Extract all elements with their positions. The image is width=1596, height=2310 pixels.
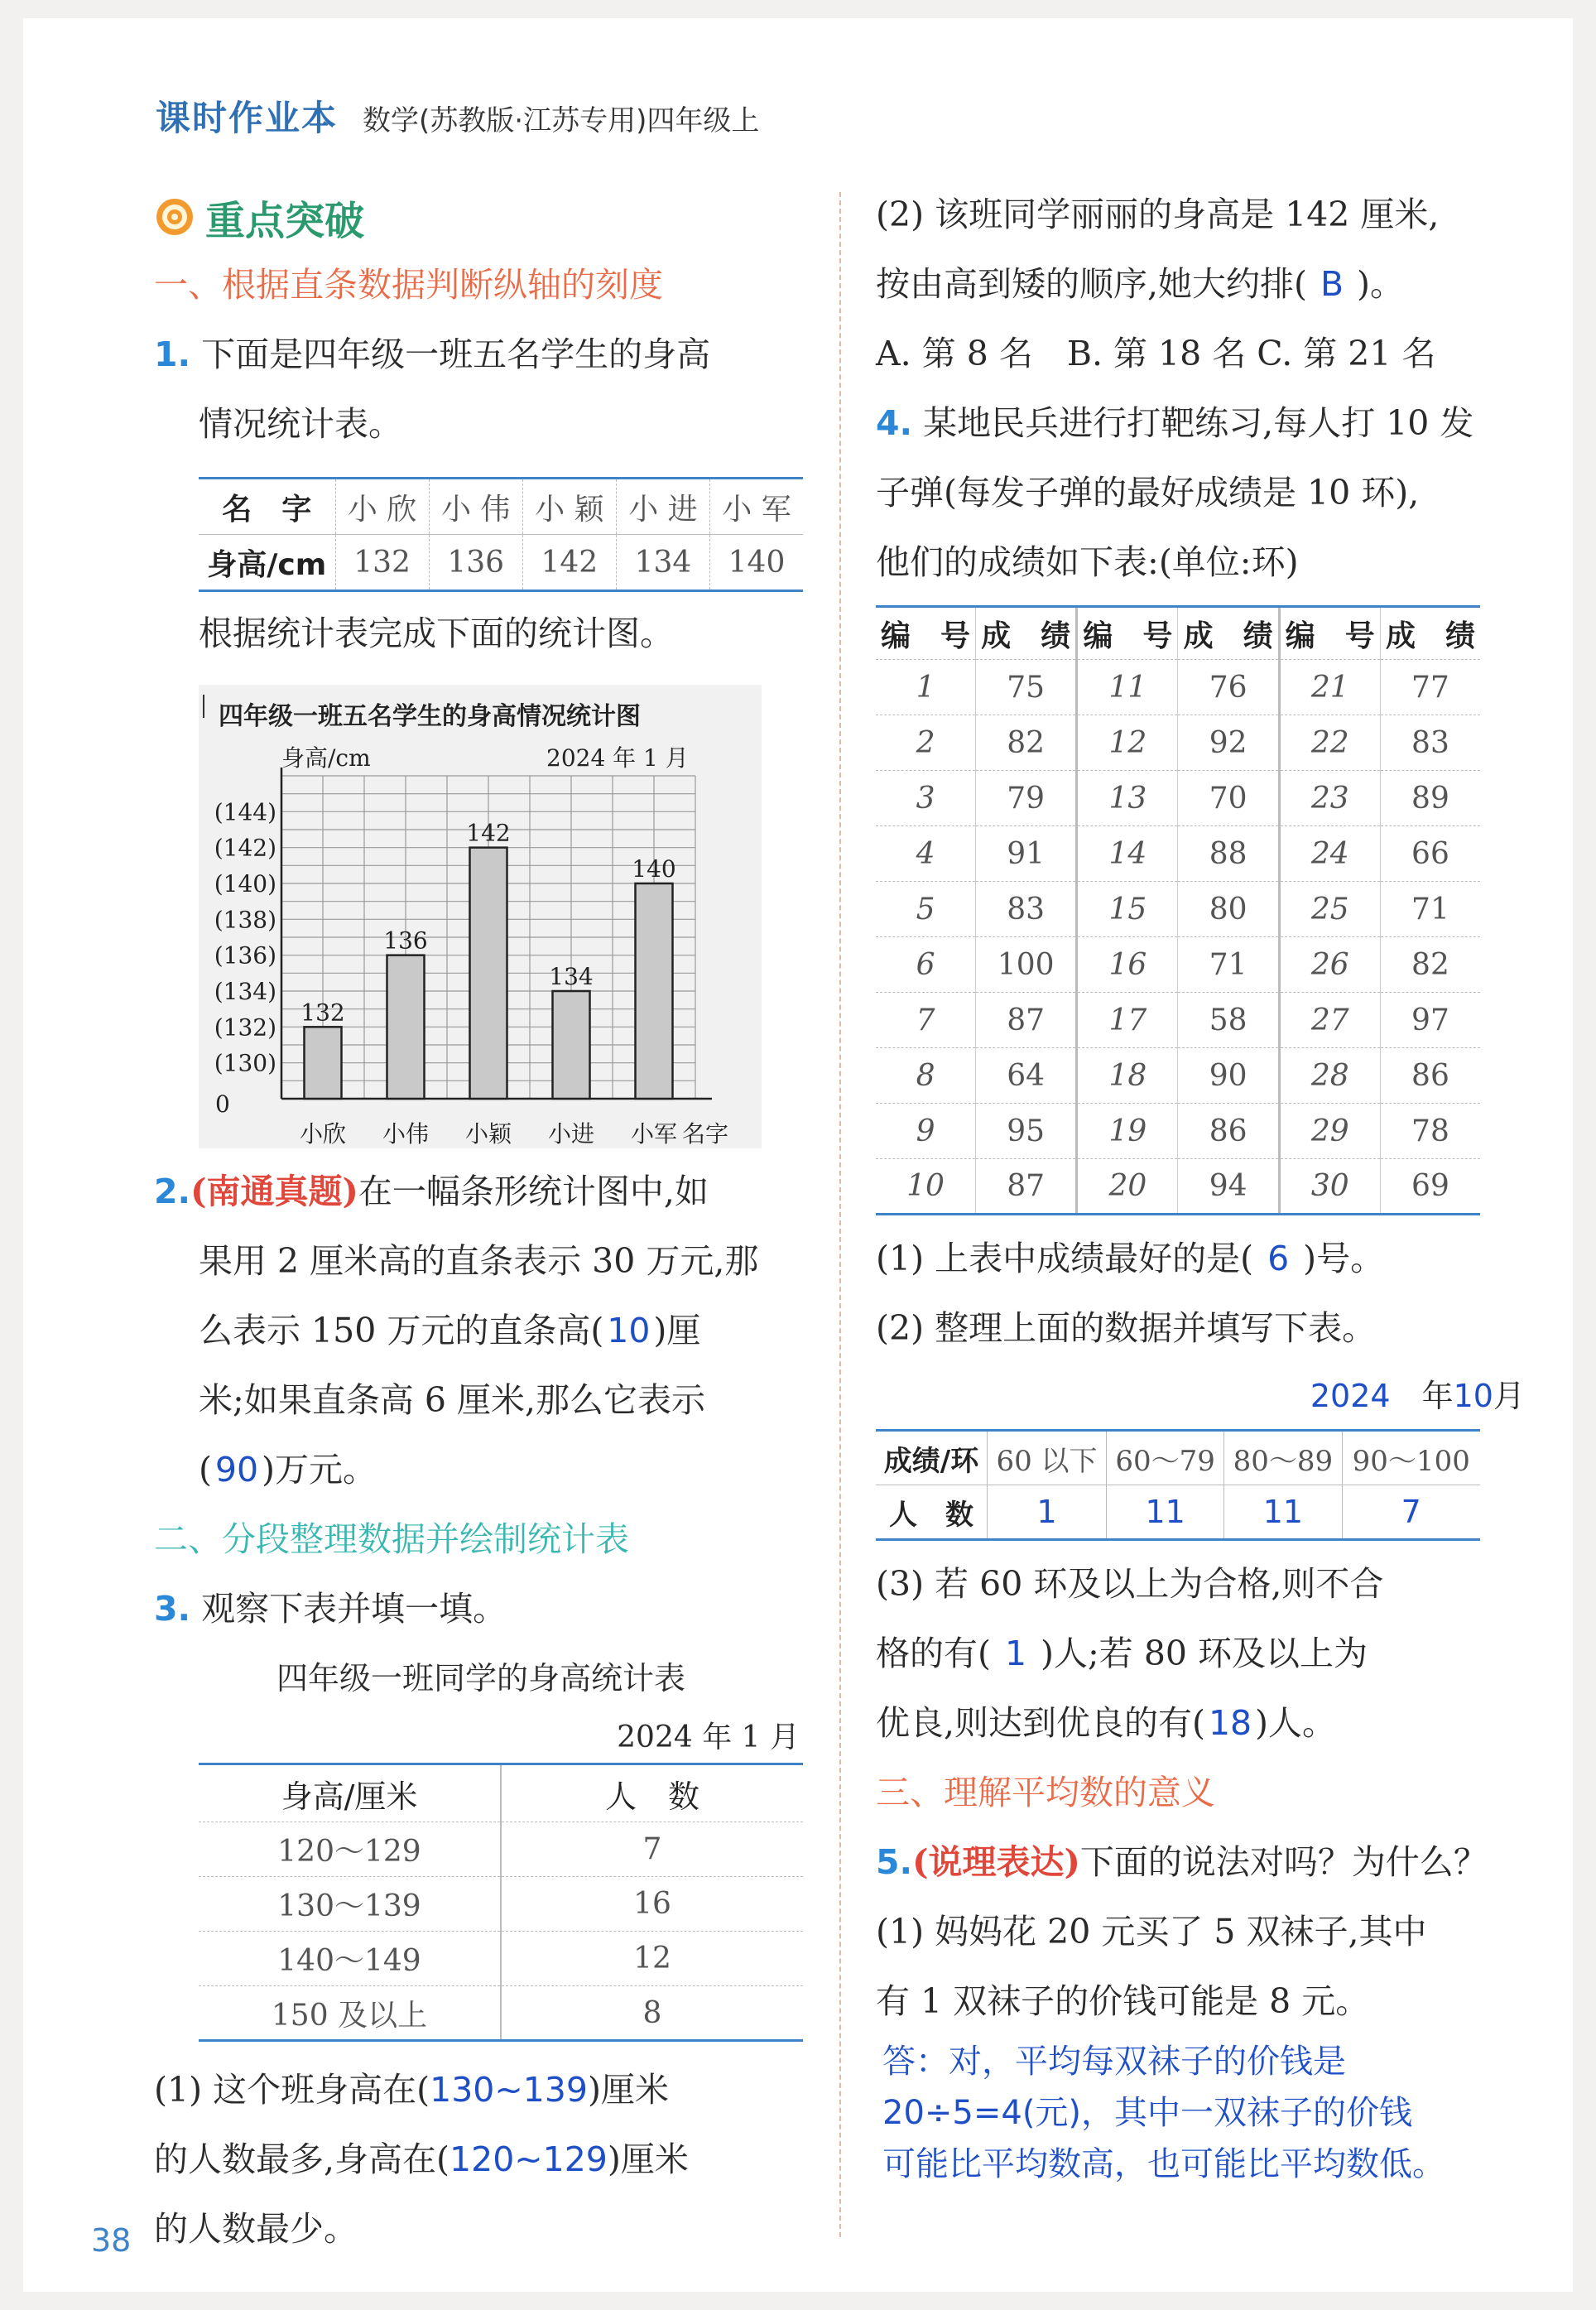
chart-xlabel: 名字 [682, 1120, 729, 1148]
q4-cell: 66 [1380, 826, 1480, 882]
q1-text1: 下面是四年级一班五名学生的身高 [201, 334, 711, 374]
q1-height-cell: 132 [335, 535, 429, 591]
q5-l1: 下面的说法对吗？为什么？ [1079, 1842, 1488, 1882]
chart-title: 四年级一班五名学生的身高情况统计图 [219, 702, 641, 731]
q3-p2-answer: B [1320, 264, 1344, 304]
page-number: 38 [91, 2222, 132, 2259]
chart-date: 2024 年 1 月 [546, 744, 689, 772]
q4-cell: 8 [876, 1048, 976, 1104]
q4-header-cell: 成 绩 [976, 607, 1077, 660]
q5-answer-line1: 答：对，平均每双袜子的价钱是 [882, 2043, 1346, 2081]
q4-cell: 90 [1178, 1048, 1279, 1104]
section-heading-1: 一、根据直条数据判断纵轴的刻度 [154, 265, 663, 305]
q4-cell: 100 [976, 937, 1077, 993]
q3-p1e: 的人数最少。 [154, 2209, 358, 2249]
q1-after-text: 根据统计表完成下面的统计图。 [199, 614, 674, 653]
chart-data-label: 136 [383, 926, 428, 955]
table-row [876, 993, 1480, 1048]
q1-text2: 情况统计表。 [199, 404, 402, 444]
table-row [876, 937, 1480, 993]
table-row [199, 1986, 803, 2041]
q1-number: 1. [154, 334, 191, 374]
table-row [876, 882, 1480, 937]
section-heading-3: 三、理解平均数的意义 [876, 1773, 1215, 1812]
q3-cell: 12 [501, 1932, 803, 1986]
q4-cell: 23 [1279, 771, 1380, 826]
q4-p1-line [876, 1224, 1530, 1293]
chart-data-label: 132 [300, 999, 345, 1027]
q4-l1: 某地民兵进行打靶练习,每人打 10 发 [923, 403, 1474, 443]
y-tick-label: (134) [214, 978, 276, 1005]
q5-tag: (说理表达) [912, 1842, 1080, 1882]
q4-cell: 13 [1077, 771, 1178, 826]
q3-p1b: )厘米 [587, 2070, 669, 2110]
table-row [876, 1104, 1480, 1159]
table-row [876, 1048, 1480, 1104]
x-tick-label: 小欣 [299, 1120, 347, 1148]
q4-p3b: 格的有( [876, 1634, 991, 1673]
q3-table-caption: 四年级一班同学的身高统计表 [276, 1660, 685, 1696]
q4-summary-value: 7 [1342, 1485, 1480, 1540]
q4-summary-row-label: 人 数 [876, 1485, 988, 1540]
target-icon [154, 196, 195, 238]
q4-date-year-unit: 年 [1421, 1378, 1454, 1414]
page [23, 18, 1573, 2292]
x-tick-label: 小军 [630, 1120, 678, 1148]
chart-data-label: 134 [549, 963, 594, 990]
q3-p1-answer2: 120~129 [449, 2139, 608, 2179]
x-tick-label: 小进 [547, 1120, 595, 1148]
q4-header-cell: 成 绩 [1380, 607, 1480, 660]
q3-number: 3. [154, 1589, 191, 1629]
table-row [876, 1159, 1480, 1215]
table-row [199, 1932, 803, 1986]
q4-cell: 9 [876, 1104, 976, 1159]
q5-line1 [876, 1827, 1530, 1897]
q4-p3d: 优良,则达到优良的有( [876, 1703, 1206, 1743]
q3-p1c: 的人数最多,身高在( [154, 2139, 450, 2179]
table-row [876, 715, 1480, 771]
q4-cell: 70 [1178, 771, 1279, 826]
chart-bar [553, 991, 590, 1099]
x-tick-label: 小颖 [464, 1120, 512, 1148]
bar-chart-svg [199, 685, 762, 1148]
y-tick-label: (142) [214, 834, 276, 862]
q3-intro-line [154, 1574, 808, 1643]
q3-table [199, 1763, 803, 2042]
q3-p1-line2 [154, 2125, 808, 2194]
table-row [876, 826, 1480, 882]
q2-l3a: 么表示 150 万元的直条高( [199, 1311, 604, 1350]
chart-ylabel: 身高/cm [281, 744, 371, 772]
q4-cell: 7 [876, 993, 976, 1048]
q5-answer-line3: 可能比平均数高，也可能比平均数低。 [882, 2145, 1445, 2183]
q4-summary-table [876, 1429, 1480, 1541]
q2-tag: (南通真题) [190, 1172, 358, 1211]
q3-cell: 140～149 [199, 1932, 501, 1986]
q2-l3b: )厘 [653, 1311, 701, 1350]
q3-cell: 8 [501, 1986, 803, 2041]
q4-cell: 83 [1380, 715, 1480, 771]
q4-header-cell: 编 号 [1279, 607, 1380, 660]
book-subtitle: 数学(苏教版·江苏专用)四年级上 [363, 104, 760, 137]
q4-p3-line2 [876, 1619, 1530, 1688]
q4-cell: 91 [976, 826, 1077, 882]
q4-table2-date [876, 1363, 1530, 1429]
q1-height-cell: 136 [429, 535, 522, 591]
q4-cell: 25 [1279, 882, 1380, 937]
q4-p3-line3 [876, 1688, 1530, 1758]
q4-p3-answer1: 1 [1004, 1634, 1027, 1673]
q4-cell: 10 [876, 1159, 976, 1215]
q3-cell: 7 [501, 1822, 803, 1877]
q3-p2b: 按由高到矮的顺序,她大约排( [876, 264, 1308, 304]
q3-p1a: (1) 这个班身高在( [154, 2070, 430, 2110]
q4-cell: 22 [1279, 715, 1380, 771]
q3-table-header [199, 1764, 803, 1822]
q2-l2: 果用 2 厘米高的直条表示 30 万元,那 [199, 1241, 759, 1281]
q4-table-header [876, 607, 1480, 660]
q4-cell: 94 [1178, 1159, 1279, 1215]
q2-answer2: 90 [214, 1450, 259, 1489]
chart-bar [305, 1027, 342, 1099]
q3-p2a: (2) 该班同学丽丽的身高是 142 厘米, [876, 195, 1440, 234]
q4-cell: 82 [1380, 937, 1480, 993]
q4-score-table [876, 605, 1480, 1215]
q4-p3e: )人。 [1255, 1703, 1337, 1743]
q4-cell: 2 [876, 715, 976, 771]
y-tick-label: (138) [214, 906, 276, 934]
q4-cell: 86 [1178, 1104, 1279, 1159]
x-tick-label: 小伟 [382, 1120, 430, 1148]
right-column [876, 180, 1530, 2190]
q2-line1 [154, 1157, 808, 1226]
q1-table-names-row [199, 479, 803, 535]
key-section-title: 重点突破 [205, 197, 365, 244]
q4-cell: 87 [976, 1159, 1077, 1215]
q2-answer1: 10 [607, 1311, 651, 1350]
q4-p3-answer2: 18 [1208, 1703, 1252, 1743]
q4-cell: 64 [976, 1048, 1077, 1104]
q3-p2c: )。 [1357, 264, 1405, 304]
q4-cell: 5 [876, 882, 976, 937]
q3-p1d: )厘米 [607, 2139, 689, 2179]
q4-date-month-unit: 月 [1493, 1378, 1525, 1414]
q4-cell: 19 [1077, 1104, 1178, 1159]
table-row [199, 1877, 803, 1932]
q1-table [199, 477, 803, 592]
q4-summary-value: 11 [1107, 1485, 1224, 1540]
bar-chart [199, 685, 762, 1148]
q4-cell: 24 [1279, 826, 1380, 882]
q1-height-header: 身高/cm [199, 535, 335, 591]
q4-p1b: )号。 [1303, 1239, 1385, 1278]
q1-height-cell: 134 [616, 535, 709, 591]
q3-cell: 120～129 [199, 1822, 501, 1877]
q4-cell: 83 [976, 882, 1077, 937]
q1-name-cell: 小 伟 [429, 479, 522, 535]
q4-summary-header-cell: 90～100 [1342, 1431, 1480, 1485]
q3-p1-answer1: 130~139 [430, 2070, 588, 2110]
q4-cell: 88 [1178, 826, 1279, 882]
q4-header-cell: 编 号 [876, 607, 976, 660]
section-heading-2: 二、分段整理数据并绘制统计表 [154, 1519, 629, 1559]
chart-y-ticks [214, 798, 276, 1076]
q1-height-cell: 142 [522, 535, 616, 591]
q1-name-cell: 小 军 [710, 479, 804, 535]
y-tick-label: (130) [214, 1049, 276, 1077]
chart-data-label: 140 [632, 855, 676, 883]
q4-summary-header [876, 1431, 1480, 1485]
q4-summary-row [876, 1485, 1480, 1540]
q4-cell: 16 [1077, 937, 1178, 993]
q4-cell: 58 [1178, 993, 1279, 1048]
q4-date-month: 10 [1453, 1378, 1493, 1414]
q4-l2: 子弹(每发子弹的最好成绩是 10 环), [876, 473, 1420, 513]
q4-cell: 97 [1380, 993, 1480, 1048]
chart-zero-label: 0 [215, 1090, 230, 1118]
q3-p2-options: A. 第 8 名 B. 第 18 名 C. 第 21 名 [876, 334, 1436, 373]
q4-cell: 28 [1279, 1048, 1380, 1104]
q3-header-cell: 人 数 [501, 1764, 803, 1822]
q4-cell: 71 [1178, 937, 1279, 993]
q1-name-cell: 小 进 [616, 479, 709, 535]
q4-cell: 26 [1279, 937, 1380, 993]
q4-summary-header-cell: 80～89 [1224, 1431, 1342, 1485]
q5-answer-line2: 20÷5=4(元)，其中一双袜子的价钱 [882, 2094, 1413, 2132]
table-row [876, 660, 1480, 715]
q4-l3: 他们的成绩如下表:(单位:环) [876, 542, 1299, 582]
q5-number: 5. [876, 1842, 913, 1882]
q4-cell: 71 [1380, 882, 1480, 937]
y-tick-label: (136) [214, 941, 276, 970]
q4-cell: 12 [1077, 715, 1178, 771]
q3-table-date: 2024 年 1 月 [617, 1720, 800, 1754]
chart-x-labels [300, 1120, 677, 1148]
q4-summary-header-cell: 成绩/环 [876, 1431, 988, 1485]
q2-line5 [154, 1435, 808, 1504]
q4-p3c: )人;若 80 环及以上为 [1041, 1634, 1368, 1673]
column-divider [839, 192, 841, 2237]
q4-cell: 18 [1077, 1048, 1178, 1104]
q4-cell: 92 [1178, 715, 1279, 771]
y-tick-label: (144) [214, 798, 276, 826]
q4-cell: 69 [1380, 1159, 1480, 1215]
y-tick-label: (140) [214, 870, 276, 898]
table-row [199, 1822, 803, 1877]
chart-bar [387, 955, 425, 1099]
q4-cell: 80 [1178, 882, 1279, 937]
q4-cell: 95 [976, 1104, 1077, 1159]
table-row [876, 771, 1480, 826]
chart-data-label: 142 [466, 819, 511, 847]
q4-cell: 87 [976, 993, 1077, 1048]
q2-number: 2. [154, 1172, 191, 1211]
q4-cell: 11 [1077, 660, 1178, 715]
q4-cell: 29 [1279, 1104, 1380, 1159]
q3-intro: 观察下表并填一填。 [201, 1589, 507, 1629]
q4-header-cell: 编 号 [1077, 607, 1178, 660]
q4-p1-answer: 6 [1267, 1239, 1290, 1278]
q4-cell: 1 [876, 660, 976, 715]
y-tick-label: (132) [214, 1013, 276, 1042]
q1-name-header: 名 字 [199, 479, 335, 535]
q1-name-cell: 小 欣 [335, 479, 429, 535]
q4-cell: 3 [876, 771, 976, 826]
chart-bar [470, 848, 507, 1099]
q2-l1: 在一幅条形统计图中,如 [358, 1172, 709, 1211]
q4-summary-value: 11 [1224, 1485, 1342, 1540]
q4-cell: 75 [976, 660, 1077, 715]
q5-p1a: (1) 妈妈花 20 元买了 5 双袜子,其中 [876, 1912, 1427, 1951]
q2-l4: 米;如果直条高 6 厘米,那么它表示 [199, 1380, 705, 1420]
q4-cell: 86 [1380, 1048, 1480, 1104]
q4-cell: 77 [1380, 660, 1480, 715]
q4-date-year: 2024 [1310, 1378, 1391, 1414]
q3-cell: 130～139 [199, 1877, 501, 1932]
chart-bar [636, 883, 673, 1099]
q3-p1-line1 [154, 2055, 808, 2125]
q4-summary-value: 1 [988, 1485, 1107, 1540]
q4-cell: 89 [1380, 771, 1480, 826]
header [156, 91, 759, 141]
q4-summary-header-cell: 60 以下 [988, 1431, 1107, 1485]
q1-name-cell: 小 颖 [522, 479, 616, 535]
q3-cell: 150 及以上 [199, 1986, 501, 2041]
q4-cell: 82 [976, 715, 1077, 771]
q4-cell: 30 [1279, 1159, 1380, 1215]
q4-cell: 79 [976, 771, 1077, 826]
q4-line1 [876, 388, 1530, 458]
q4-cell: 15 [1077, 882, 1178, 937]
q4-cell: 4 [876, 826, 976, 882]
q4-p3a: (3) 若 60 环及以上为合格,则不合 [876, 1564, 1384, 1604]
q3-cell: 16 [501, 1877, 803, 1932]
q5-p1b: 有 1 双袜子的价钱可能是 8 元。 [876, 1981, 1370, 2021]
q4-header-cell: 成 绩 [1178, 607, 1279, 660]
q4-cell: 14 [1077, 826, 1178, 882]
q4-cell: 20 [1077, 1159, 1178, 1215]
q2-l5b: )万元。 [262, 1450, 377, 1489]
q3-p2-line2 [876, 249, 1530, 319]
q4-cell: 27 [1279, 993, 1380, 1048]
q4-number: 4. [876, 403, 913, 443]
chart-bars [300, 820, 675, 1099]
q1-line1 [154, 320, 808, 389]
q4-cell: 21 [1279, 660, 1380, 715]
q4-p2: (2) 整理上面的数据并填写下表。 [876, 1308, 1377, 1348]
q4-p1a: (1) 上表中成绩最好的是( [876, 1239, 1254, 1278]
q4-cell: 76 [1178, 660, 1279, 715]
key-section-heading [154, 184, 808, 250]
brand-title: 课时作业本 [156, 98, 339, 138]
q1-table-heights-row [199, 535, 803, 591]
q4-cell: 17 [1077, 993, 1178, 1048]
q4-cell: 6 [876, 937, 976, 993]
q4-summary-header-cell: 60～79 [1107, 1431, 1224, 1485]
q2-line3 [154, 1296, 808, 1365]
q3-header-cell: 身高/厘米 [199, 1764, 501, 1822]
q1-height-cell: 140 [710, 535, 804, 591]
q4-cell: 78 [1380, 1104, 1480, 1159]
left-column [154, 184, 808, 2264]
q2-l5a: ( [199, 1450, 212, 1489]
